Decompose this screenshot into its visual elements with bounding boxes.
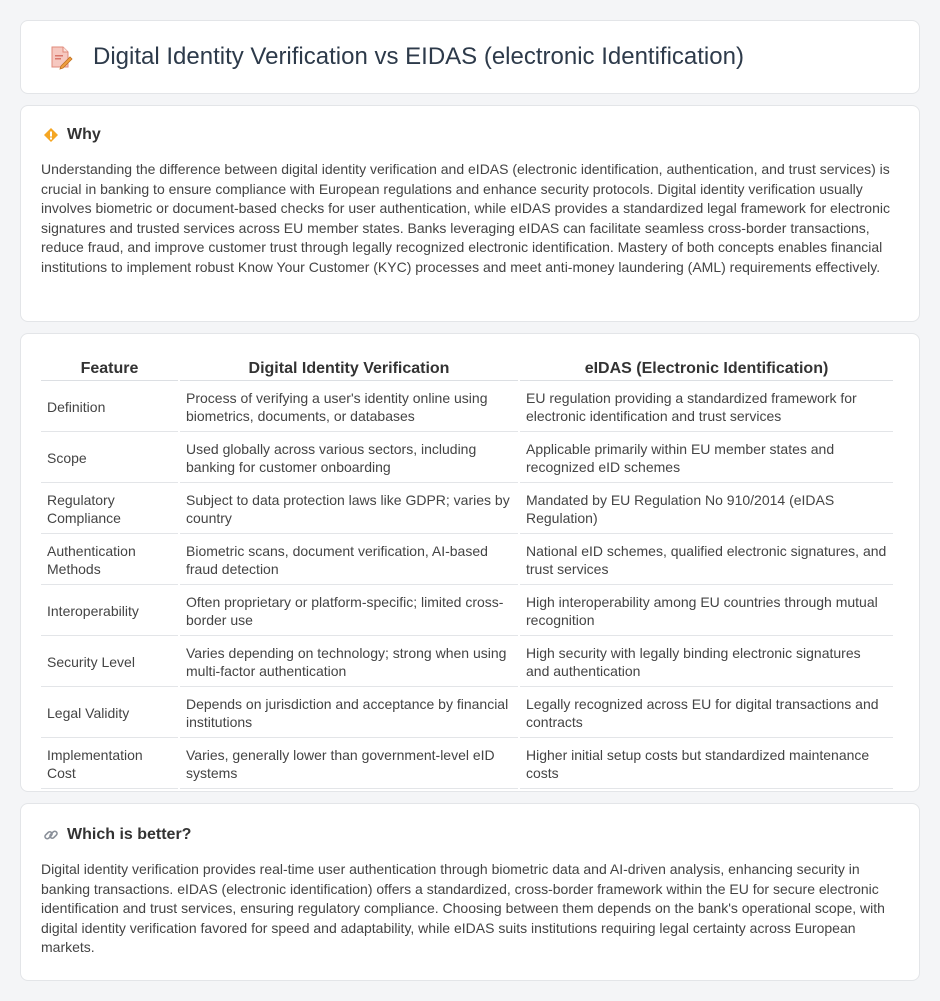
better-heading-label: Which is better? [67, 826, 192, 843]
link-icon [43, 827, 59, 843]
digital-identity-cell: Used globally across various sectors, including banking for customer onboarding [180, 434, 518, 483]
comparison-table [39, 354, 895, 791]
digital-identity-cell: Often proprietary or platform-specific; limited cross-border use [180, 587, 518, 636]
eidas-cell: Applicable primarily within EU member states and recognized eID schemes [520, 434, 893, 483]
table-row [41, 536, 893, 585]
why-heading [41, 126, 899, 144]
feature-cell: Scope [41, 434, 178, 483]
table-header-row [41, 356, 893, 381]
feature-cell: Interoperability [41, 587, 178, 636]
eidas-cell: EU regulation providing a standardized framework for electronic identification and trust services [520, 383, 893, 432]
column-header: Feature [41, 356, 178, 381]
digital-identity-cell: Varies, generally lower than government-level eID systems [180, 740, 518, 789]
page-title: Digital Identity Verification vs EIDAS (electronic Identification) [93, 43, 744, 70]
eidas-cell: Higher initial setup costs but standardized maintenance costs [520, 740, 893, 789]
feature-cell: Definition [41, 383, 178, 432]
better-heading [41, 826, 899, 844]
feature-cell: Authentication Methods [41, 536, 178, 585]
why-section [20, 105, 920, 322]
eidas-cell: National eID schemes, qualified electronic signatures, and trust services [520, 536, 893, 585]
feature-cell: Implementation Cost [41, 740, 178, 789]
table-row [41, 740, 893, 789]
better-paragraph: Digital identity verification provides real-time user authentication through biometric data and AI-driven analysis, enhancing security in banking transactions. eIDAS (electronic identification) offers a standardized, cross-border framework within the EU for secure electronic identification and trust services, ensuring regulatory compliance. Choosing between them depends on the bank's operational scope, with digital identity verification favored for speed and adaptability, while eIDAS suits institutions requiring legal certainty across European markets. [41, 861, 885, 956]
document-pencil-icon [47, 44, 73, 70]
digital-identity-cell: Process of verifying a user's identity online using biometrics, documents, or databases [180, 383, 518, 432]
digital-identity-cell: Subject to data protection laws like GDPR; varies by country [180, 485, 518, 534]
column-header: eIDAS (Electronic Identification) [520, 356, 893, 381]
why-heading-label: Why [67, 126, 101, 143]
table-row [41, 638, 893, 687]
digital-identity-cell: Biometric scans, document verification, AI-based fraud detection [180, 536, 518, 585]
which-is-better-section [20, 803, 920, 981]
header-card [20, 20, 920, 94]
table-row [41, 383, 893, 432]
table-row [41, 587, 893, 636]
diamond-warning-icon [43, 127, 59, 143]
feature-cell: Legal Validity [41, 689, 178, 738]
feature-cell: Regulatory Compliance [41, 485, 178, 534]
column-header: Digital Identity Verification [180, 356, 518, 381]
eidas-cell: Mandated by EU Regulation No 910/2014 (eIDAS Regulation) [520, 485, 893, 534]
eidas-cell: High interoperability among EU countries through mutual recognition [520, 587, 893, 636]
digital-identity-cell: Varies depending on technology; strong when using multi-factor authentication [180, 638, 518, 687]
digital-identity-cell: Depends on jurisdiction and acceptance by financial institutions [180, 689, 518, 738]
why-paragraph: Understanding the difference between digital identity verification and eIDAS (electronic identification, authentication, and trust services) is crucial in banking to ensure compliance with European regulations and enhance security protocols. Digital identity verification usually involves biometric or document-based checks for user authentication, while eIDAS provides a standardized legal framework for electronic signatures and trusted services across EU member states. Banks leveraging eIDAS can facilitate seamless cross-border transactions, reduce fraud, and improve customer trust through legally recognized electronic identification. Mastery of both concepts enables financial institutions to implement robust Know Your Customer (KYC) processes and meet anti-money laundering (AML) requirements effectively. [41, 161, 890, 275]
table-row [41, 689, 893, 738]
table-row [41, 434, 893, 483]
comparison-section [20, 333, 920, 792]
feature-cell: Security Level [41, 638, 178, 687]
eidas-cell: Legally recognized across EU for digital transactions and contracts [520, 689, 893, 738]
table-row [41, 485, 893, 534]
eidas-cell: High security with legally binding electronic signatures and authentication [520, 638, 893, 687]
